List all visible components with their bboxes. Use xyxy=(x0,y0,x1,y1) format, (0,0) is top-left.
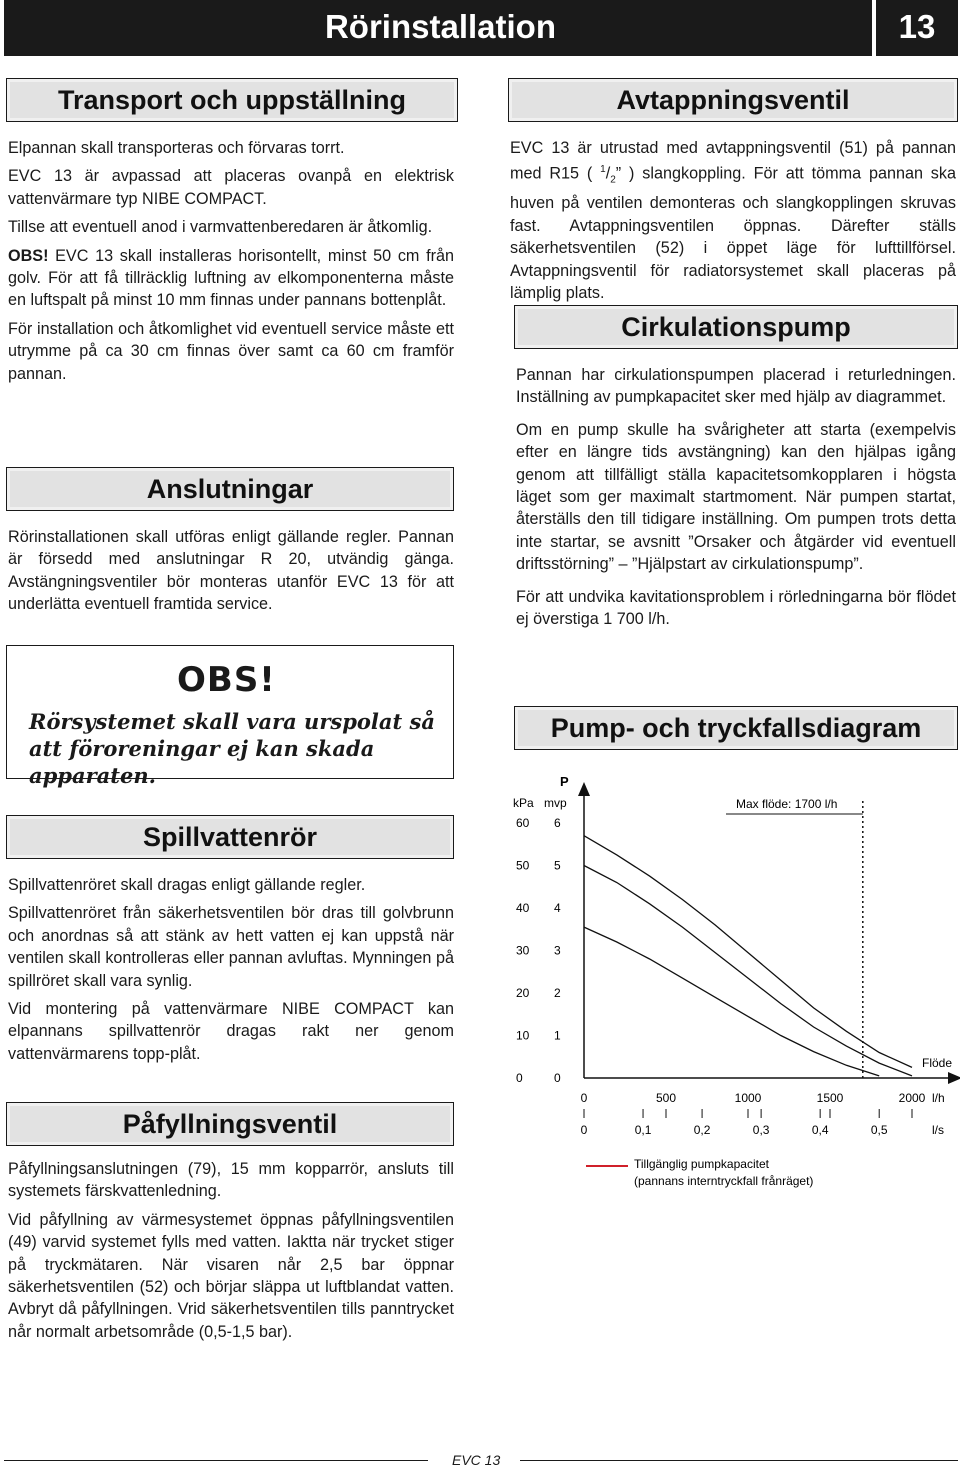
spillvatten-p3: Vid montering på vattenvärmare NIBE COMPACT kan elpannans spillvattenrör dragas rakt ner genom vattenvärmarens topp-plåt. xyxy=(8,1000,454,1063)
avtappning-p1: EVC 13 är utrustad med avtappningsventil (51) på pannan med R15 ( $^1/_2$” ) slangkoppling. För att tömma pannan ska huven på ventilen demonteras och slangkopplingen skruvas fast. Avtappningsventilen öppnas. Därefter ställs säkerhetsventilen (52) i öppet läge för lufttillförsel. Avtappningsventil för radiatorsystemet skall placeras på lämplig plats. xyxy=(510,139,957,303)
x-tick-ls: 0 xyxy=(580,1123,588,1137)
avtappning-p1a: EVC 13 är utrustad med avtappningsventil (51) på pannan med R15 ( xyxy=(510,139,956,183)
heading-cirkulation-box xyxy=(514,305,958,349)
y-unit-kpa: kPa xyxy=(513,796,534,810)
heading-spillvatten-box xyxy=(6,815,454,859)
x-axis-arrow xyxy=(948,1072,960,1084)
cirkulation-text xyxy=(516,364,956,630)
pafyllning-p2: Vid påfyllning av värmesystemet öppnas påfyllningsventilen (49) varvid systemet fylls med vatten. Iaktta när trycket stiger på tryckmätaren. När visaren når 2,5 bar öppnar säkerhetsventilen (52) och börjar släppa ut luftblandat vatten. Avbryt då påfyllningen. Vrid säkerhetsventilen tills panntrycket når normalt arbetsområde (0,5-1,5 bar). xyxy=(8,1210,454,1341)
legend-line1: Tillgänglig pumpkapacitet xyxy=(634,1157,769,1171)
y-tick-kpa: 50 xyxy=(516,858,530,873)
y-tick-mvp: 6 xyxy=(554,816,561,830)
anslutningar-text xyxy=(8,526,454,616)
page-number: 13 xyxy=(898,8,936,45)
heading-avtappning-box xyxy=(508,78,958,122)
obs-word: OBS! xyxy=(177,660,276,700)
y-tick-mvp: 2 xyxy=(554,986,561,1000)
pump-diagram-svg xyxy=(500,768,960,1198)
spillvatten-p1: Spillvattenröret skall dragas enligt gällande regler. xyxy=(8,876,366,894)
pump-diagram xyxy=(500,768,960,1198)
section-title: Rörinstallation xyxy=(324,8,556,45)
avtappning-p1b: ” ) slangkoppling. För att tömma pannan ska huven på ventilen demonteras och slangkopplingen skruvas fast. Avtappningsventilen öppnas. Därefter ställs säkerhetsventilen (52) i öppet läge för lufttillförsel. Avtappningsventil för radiatorsystemet skall placeras på lämplig plats. xyxy=(510,164,957,303)
heading-transport-box xyxy=(6,78,458,122)
y-tick-mvp: 5 xyxy=(554,858,561,873)
spillvatten-p2: Spillvattenröret från säkerhetsventilen bör dras till golvbrunn och anordnas så att stänk av hett vatten ej kan uppstå när ventilen skall kontrolleras eller pannan avluftas. Mynningen på spillröret skall vara synlig. xyxy=(8,904,454,990)
obs-text: Rörsystemet skall vara urspolat så att föroreningar ej kan skada apparaten. xyxy=(29,709,435,788)
x-unit-ls: l/s xyxy=(932,1123,944,1137)
pafyllning-p1: Påfyllningsanslutningen (79), 15 mm kopparrör, ansluts till systemets färskvattenledning. xyxy=(8,1160,454,1201)
transport-text xyxy=(8,137,454,385)
avtappning-text xyxy=(510,137,956,304)
pafyllning-text xyxy=(8,1158,454,1343)
y-axis-arrow xyxy=(578,782,590,796)
footer-rule-right xyxy=(520,1460,958,1461)
heading-transport: Transport och uppställning xyxy=(57,85,406,115)
x-tick-lh: 1000 xyxy=(734,1091,762,1105)
transport-p4-rest: EVC 13 skall installeras horisontellt, minst 50 cm från golv. För att få tillräcklig luftning av elkomponenterna måste en luftspalt på minst 10 mm finnas under pannans bottenplåt. xyxy=(8,246,454,310)
x-axis-label: Flöde xyxy=(922,1056,953,1070)
footer-rule-left xyxy=(4,1460,428,1461)
y-unit-mvp: mvp xyxy=(544,796,567,810)
y-tick-mvp: 0 xyxy=(554,1071,561,1085)
heading-pafyllning: Påfyllningsventil xyxy=(122,1109,338,1139)
heading-cirkulation: Cirkulationspump xyxy=(621,312,851,342)
transport-p5: För installation och åtkomlighet vid eventuell service måste ett utrymme på ca 30 cm finnas över samt ca 60 cm framför pannan. xyxy=(8,319,454,383)
heading-diagram-box xyxy=(514,706,958,750)
obs-lead: OBS! xyxy=(8,246,49,265)
y-tick-kpa: 30 xyxy=(516,943,530,958)
legend-line2: (pannans interntryckfall frånräget) xyxy=(634,1174,814,1188)
y-tick-mvp: 4 xyxy=(554,901,561,915)
y-tick-kpa: 0 xyxy=(516,1071,523,1085)
heading-avtappning: Avtappningsventil xyxy=(616,85,850,115)
x-tick-ls: 0,2 xyxy=(693,1123,711,1137)
header-bar xyxy=(4,0,872,56)
y-tick-kpa: 60 xyxy=(516,816,530,830)
obs-warning-box xyxy=(6,645,454,788)
transport-p3: Tillse att eventuell anod i varmvattenberedaren är åtkomlig. xyxy=(8,218,433,237)
x-tick-ls: 0,1 xyxy=(634,1123,652,1137)
frac-numerator: 1 xyxy=(600,164,606,176)
heading-pafyllning-box xyxy=(6,1102,454,1146)
max-flow-label: Max flöde: 1700 l/h xyxy=(736,797,838,811)
cirkulation-p1: Pannan har cirkulationspumpen placerad i returledningen. Inställning av pumpkapacitet sker med hjälp av diagrammet. xyxy=(516,366,956,407)
heading-spillvatten: Spillvattenrör xyxy=(142,822,318,852)
x-tick-lh: 500 xyxy=(655,1091,677,1105)
x-tick-lh: 0 xyxy=(580,1091,588,1105)
heading-anslutningar-box xyxy=(6,467,454,511)
pump-curve-3 xyxy=(584,927,879,1076)
y-tick-kpa: 40 xyxy=(516,901,530,915)
y-tick-kpa: 10 xyxy=(516,1028,530,1043)
page-number-box xyxy=(876,0,958,56)
cirkulation-p2: Om en pump skulle ha svårigheter att starta (exempelvis efter en längre tids avstängning) kan den hjälpas igång genom att tillfälligt ställa kapacitetsomkopplaren i högsta läget som ger maximalt startmoment. När pumpen startat, återställs den till tidigare inställning. Om pumpen trots detta inte startar, se avsnitt ”Orsaker och åtgärder vid eventuell driftsstörning” – ”Hjälpstart av cirkulationspump”. xyxy=(516,420,956,574)
transport-p2: EVC 13 är avpassad att placeras ovanpå en elektrisk vattenvärmare typ NIBE COMPACT. xyxy=(8,167,454,208)
y-tick-kpa: 20 xyxy=(516,986,530,1000)
footer-text: EVC 13 xyxy=(452,1452,501,1468)
x-tick-lh: 2000 xyxy=(898,1091,926,1105)
x-tick-ls: 0,3 xyxy=(752,1123,770,1137)
spillvatten-text xyxy=(8,874,454,1065)
x-unit-lh: l/h xyxy=(932,1091,945,1105)
heading-diagram: Pump- och tryckfallsdiagram xyxy=(550,713,922,743)
y-tick-mvp: 3 xyxy=(554,943,561,958)
x-tick-ls: 0,5 xyxy=(870,1123,888,1137)
transport-p1: Elpannan skall transporteras och förvaras torrt. xyxy=(8,139,345,157)
anslutningar-p1: Rörinstallationen skall utföras enligt gällande regler. Pannan är försedd med anslutningar R 20, utvändig gänga. Avstängningsventiler bör monteras utanför EVC 13 för att underlätta eventuell framtida service. xyxy=(8,528,454,614)
transport-p4 xyxy=(8,245,454,312)
cirkulation-p3: För att undvika kavitationsproblem i rörledningarna bör flödet ej överstiga 1 700 l/h. xyxy=(516,587,956,629)
x-tick-lh: 1500 xyxy=(816,1091,844,1105)
heading-anslutningar: Anslutningar xyxy=(146,474,314,504)
x-tick-ls: 0,4 xyxy=(811,1123,829,1137)
y-tick-mvp: 1 xyxy=(554,1028,561,1043)
frac-denominator: 2 xyxy=(610,175,616,187)
y-symbol: P xyxy=(560,774,569,789)
